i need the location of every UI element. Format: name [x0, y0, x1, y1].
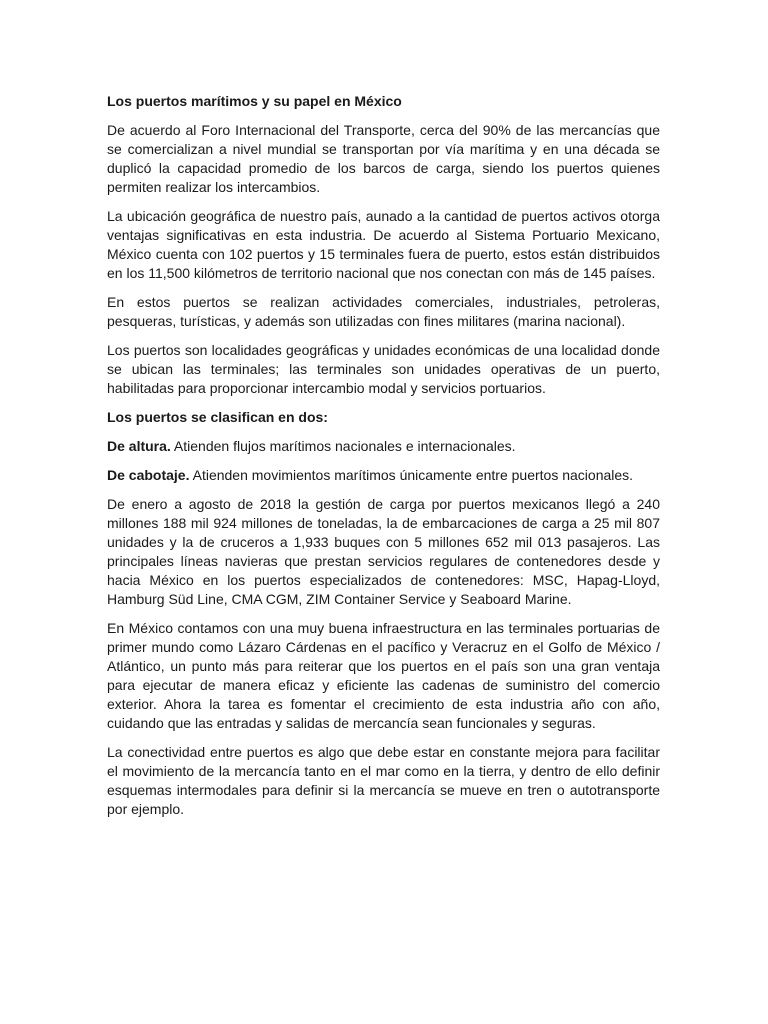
paragraph: En estos puertos se realizan actividades comerciales, industriales, petroleras, pesqueras, turísticas, y además son utilizadas con fines militares (marina nacional). — [107, 294, 660, 329]
classification-item — [107, 437, 660, 456]
paragraph: De acuerdo al Foro Internacional del Transporte, cerca del 90% de las mercancías que se comercializan a nivel mundial se transportan por vía marítima y en una década se duplicó la capacidad promedio de los barcos de carga, siendo los puertos quienes permiten realizar los intercambios. — [107, 122, 660, 195]
paragraph: Los puertos son localidades geográficas y unidades económicas de una localidad donde se ubican las terminales; las terminales son unidades operativas de un puerto, habilitadas para proporcionar intercambio modal y servicios portuarios. — [107, 342, 660, 396]
paragraph: De enero a agosto de 2018 la gestión de carga por puertos mexicanos llegó a 240 millones 188 mil 924 millones de toneladas, la de embarcaciones de carga a 25 mil 807 unidades y la de cruceros a 1,933 buques con 5 millones 652 mil 013 pasajeros. Las principales líneas navieras que prestan servicios regulares de contenedores desde y hacia México en los puertos especializados de contenedores: MSC, Hapag-Lloyd, Hamburg Süd Line, CMA CGM, ZIM Container Service y Seaboard Marine. — [107, 496, 660, 607]
classification-description: Atienden movimientos marítimos únicamente entre puertos nacionales. — [189, 467, 634, 483]
paragraph: En México contamos con una muy buena infraestructura en las terminales portuarias de primer mundo como Lázaro Cárdenas en el pacífico y Veracruz en el Golfo de México / Atlántico, un punto más para reiterar que los puertos en el país son una gran ventaja para ejecutar de manera eficaz y eficiente las cadenas de suministro del comercio exterior. Ahora la tarea es fomentar el crecimiento de esta industria año con año, cuidando que las entradas y salidas de mercancía sean funcionales y seguras. — [107, 620, 660, 731]
paragraph: La ubicación geográfica de nuestro país, aunado a la cantidad de puertos activos otorga ventajas significativas en esta industria. De acuerdo al Sistema Portuario Mexicano, México cuenta con 102 puertos y 15 terminales fuera de puerto, estos están distribuidos en los 11,500 kilómetros de territorio nacional que nos conectan con más de 145 países. — [107, 208, 660, 281]
document-page — [107, 92, 660, 829]
classification-term: De cabotaje. — [107, 467, 190, 483]
document-title: Los puertos marítimos y su papel en México — [107, 93, 402, 109]
classification-item — [107, 466, 660, 485]
paragraph: La conectividad entre puertos es algo que debe estar en constante mejora para facilitar el movimiento de la mercancía tanto en el mar como en la tierra, y dentro de ello definir esquemas intermodales para definir si la mercancía se mueve en tren o autotransporte por ejemplo. — [107, 744, 660, 817]
classification-term: De altura. — [107, 438, 171, 454]
classification-heading: Los puertos se clasifican en dos: — [107, 409, 328, 425]
classification-description: Atienden flujos marítimos nacionales e internacionales. — [170, 438, 516, 454]
